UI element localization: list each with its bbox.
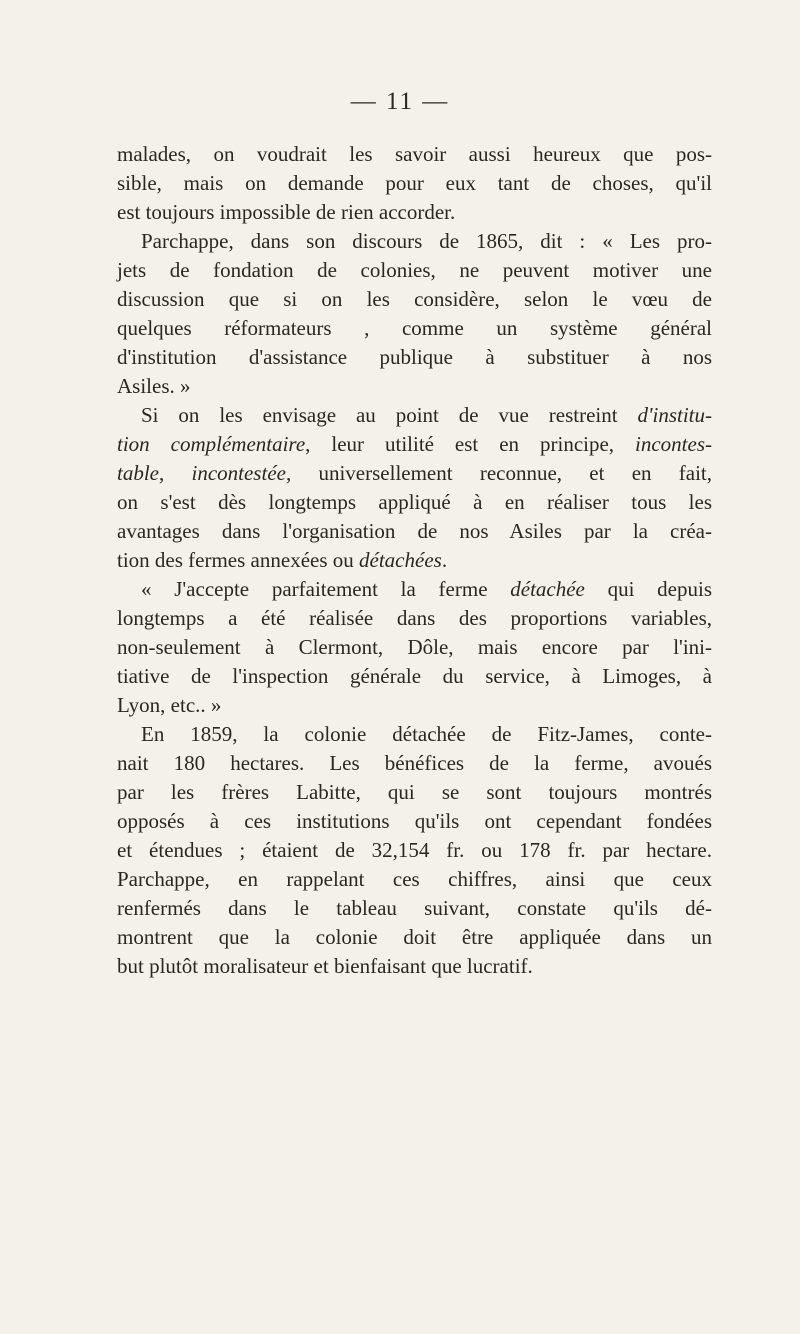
italic-text: détachées [359, 548, 442, 572]
text-segment: En 1859, la colonie détachée de Fitz-James, conte- [141, 722, 712, 746]
text-segment: avantages dans l'organisation de nos Asiles par la créa- [117, 519, 712, 543]
text-line [117, 227, 712, 256]
text-segment: but plutôt moralisateur et bienfaisant que lucratif. [117, 954, 533, 978]
text-segment: nait 180 hectares. Les bénéfices de la ferme, avoués [117, 751, 712, 775]
text-segment: Parchappe, en rappelant ces chiffres, ainsi que ceux [117, 867, 712, 891]
body-text [117, 140, 712, 981]
text-line [117, 691, 712, 720]
text-segment: tiative de l'inspection générale du service, à Limoges, à [117, 664, 712, 688]
text-segment: jets de fondation de colonies, ne peuvent motiver une [117, 258, 712, 282]
text-line [117, 662, 712, 691]
text-segment: opposés à ces institutions qu'ils ont cependant fondées [117, 809, 712, 833]
text-line [117, 546, 712, 575]
text-segment: , universellement reconnue, et en fait, [285, 461, 712, 485]
text-segment: Asiles. » [117, 374, 191, 398]
text-segment: on s'est dès longtemps appliqué à en réaliser tous les [117, 490, 712, 514]
text-line [117, 865, 712, 894]
text-line [117, 140, 712, 169]
italic-text: détachée [510, 577, 585, 601]
text-line [117, 517, 712, 546]
text-segment: et étendues ; étaient de 32,154 fr. ou 178 fr. par hectare. [117, 838, 712, 862]
text-line [117, 459, 712, 488]
text-line [117, 749, 712, 778]
text-line [117, 488, 712, 517]
text-line [117, 401, 712, 430]
text-line [117, 778, 712, 807]
text-segment: , leur utilité est en principe, [305, 432, 636, 456]
text-line [117, 807, 712, 836]
text-segment: , [159, 461, 192, 485]
text-line [117, 923, 712, 952]
text-segment: non-seulement à Clermont, Dôle, mais encore par l'ini- [117, 635, 712, 659]
text-segment: malades, on voudrait les savoir aussi heureux que pos- [117, 142, 712, 166]
text-segment: longtemps a été réalisée dans des proportions variables, [117, 606, 712, 630]
text-segment: discussion que si on les considère, selon le vœu de [117, 287, 712, 311]
text-line [117, 256, 712, 285]
text-line [117, 633, 712, 662]
text-line [117, 169, 712, 198]
text-segment: . [441, 548, 448, 572]
text-segment: qui depuis [584, 577, 712, 601]
text-segment: Parchappe, dans son discours de 1865, dit : « Les pro- [141, 229, 712, 253]
text-line [117, 343, 712, 372]
text-segment: « J'accepte parfaitement la ferme [141, 577, 511, 601]
text-line [117, 836, 712, 865]
text-line [117, 314, 712, 343]
text-segment: renfermés dans le tableau suivant, constate qu'ils dé- [117, 896, 712, 920]
italic-text: tion complémentaire [117, 432, 306, 456]
text-line [117, 372, 712, 401]
page-number: — 11 — [350, 88, 450, 115]
italic-text: table [117, 461, 159, 485]
text-line [117, 894, 712, 923]
text-segment: tion des fermes annexées ou [117, 548, 360, 572]
italic-text: d'institu- [637, 403, 712, 427]
text-segment: par les frères Labitte, qui se sont toujours montrés [117, 780, 712, 804]
text-line [117, 575, 712, 604]
text-line [117, 952, 712, 981]
text-segment: sible, mais on demande pour eux tant de choses, qu'il [117, 171, 712, 195]
text-segment: Si on les envisage au point de vue restreint [141, 403, 638, 427]
text-segment: quelques réformateurs , comme un système général [117, 316, 712, 340]
text-line [117, 198, 712, 227]
text-segment: Lyon, etc.. » [117, 693, 222, 717]
italic-text: incontes- [635, 432, 713, 456]
text-line [117, 430, 712, 459]
text-segment: d'institution d'assistance publique à substituer à nos [117, 345, 712, 369]
text-line [117, 720, 712, 749]
italic-text: incontestée [191, 461, 286, 485]
text-segment: montrent que la colonie doit être appliquée dans un [117, 925, 712, 949]
text-segment: est toujours impossible de rien accorder. [117, 200, 456, 224]
text-line [117, 604, 712, 633]
text-line [117, 285, 712, 314]
